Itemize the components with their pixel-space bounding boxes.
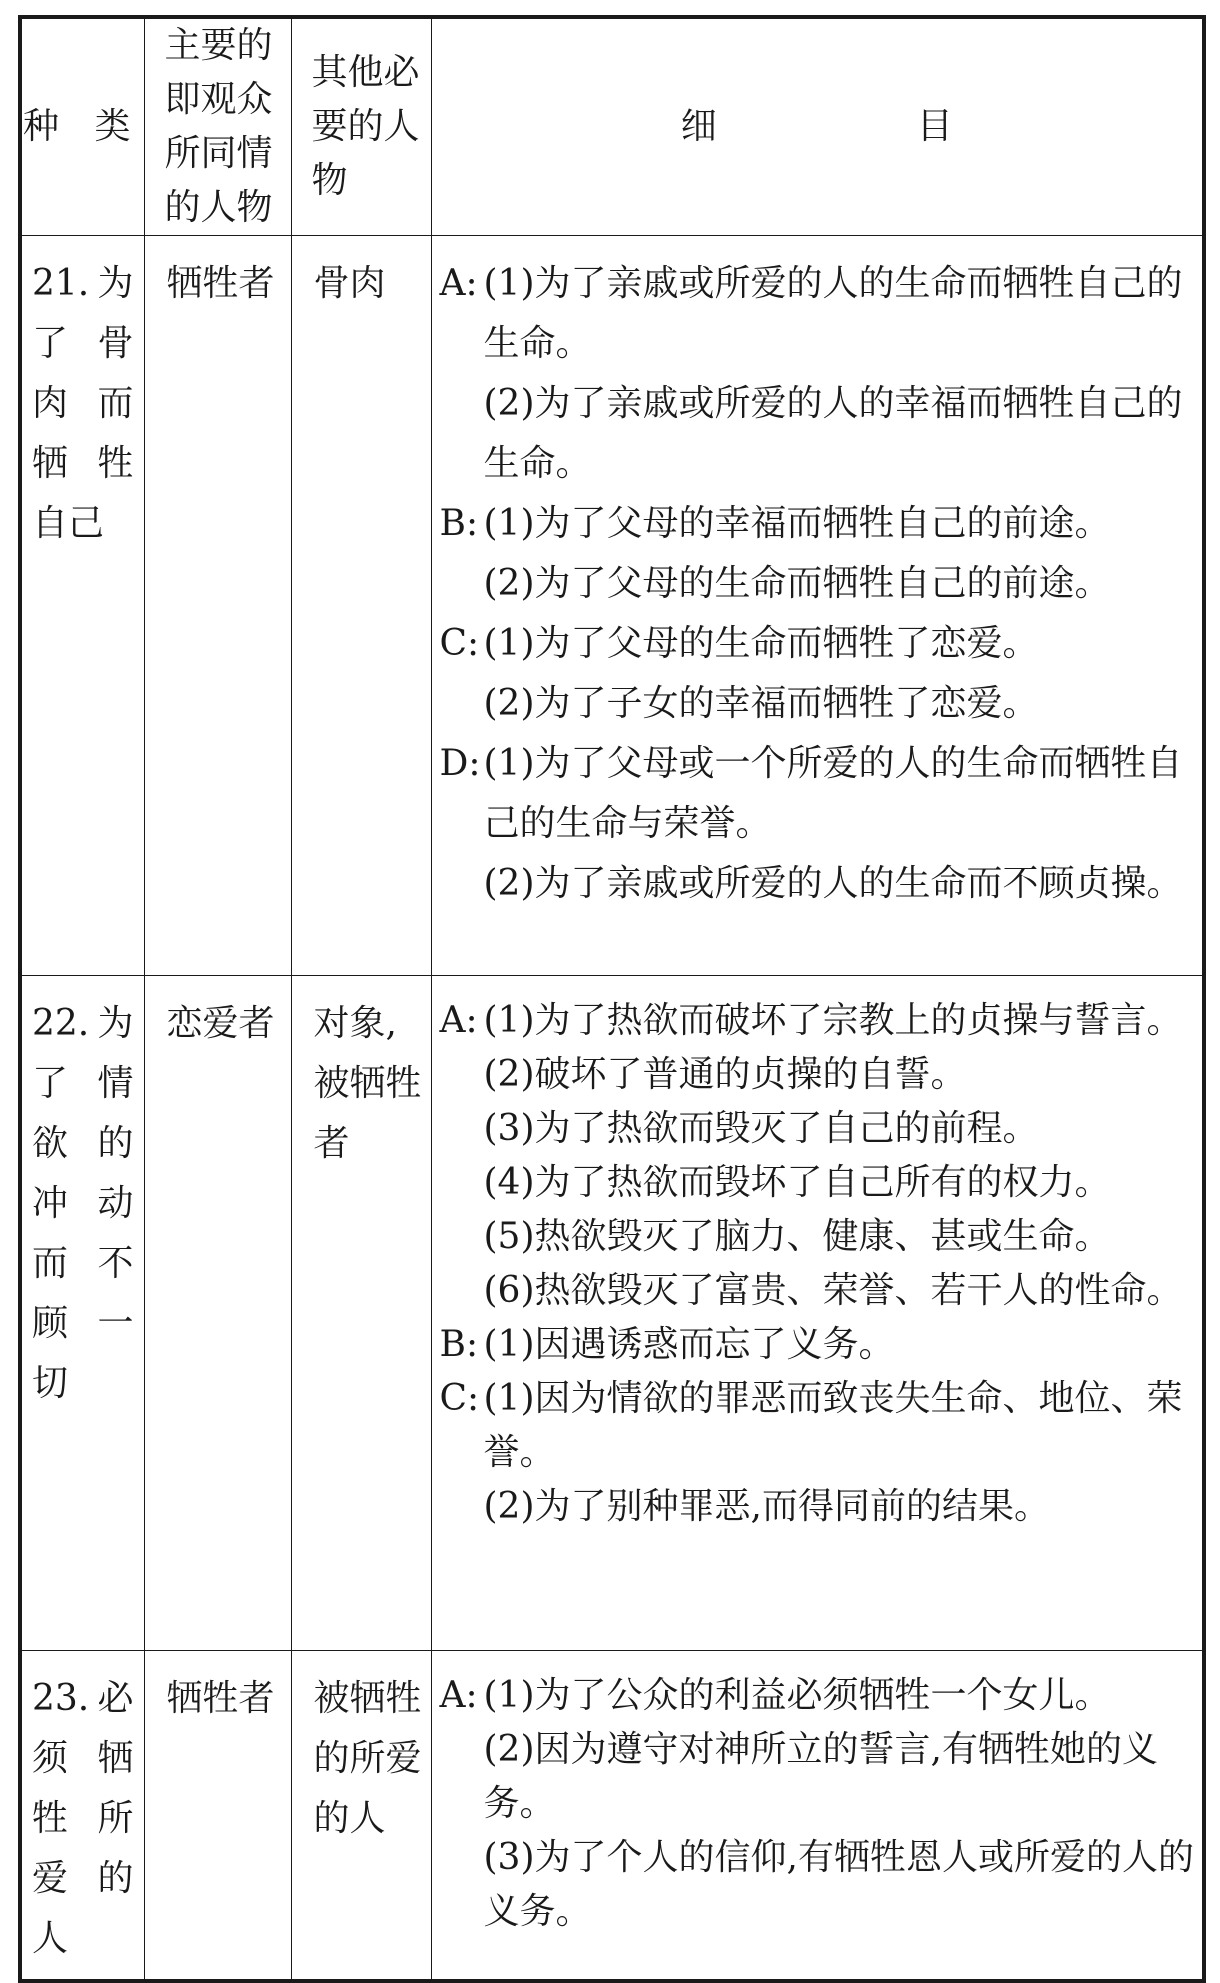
detail-group: [440, 614, 1197, 734]
group-letter: D:: [439, 743, 481, 784]
kind-cell: 23.必须牺牲所爱的人: [20, 1651, 144, 1982]
detail-item: (1)为了热欲而破坏了宗教上的贞操与誓言。: [483, 1000, 1183, 1041]
group-letter: B:: [439, 503, 479, 544]
header-detail-left: 细: [680, 106, 717, 147]
detail-item: (2)为了父母的生命而牺牲自己的前途。: [483, 563, 1111, 604]
detail-item: (3)为了个人的信仰,有牺牲恩人或所爱的人的义务。: [483, 1837, 1194, 1932]
group-letter: A:: [439, 263, 478, 304]
detail-group: [440, 494, 1197, 614]
detail-item: (1)为了亲戚或所爱的人的生命而牺牲自己的生命。: [483, 263, 1183, 364]
group-letter: A:: [439, 1675, 478, 1716]
main-character-cell: 牺牲者: [144, 1651, 291, 1982]
detail-item: (6)热欲毁灭了富贵、荣誉、若干人的性命。: [483, 1270, 1183, 1311]
group-letter: A:: [439, 1000, 478, 1041]
header-detail-right: 目: [916, 106, 953, 147]
classification-table: [18, 15, 1206, 1983]
table-row: [20, 976, 1204, 1651]
group-letter: C:: [439, 1378, 480, 1419]
detail-group: [440, 734, 1197, 914]
detail-group: [440, 254, 1197, 494]
detail-item: (2)破坏了普通的贞操的自誓。: [483, 1054, 967, 1095]
detail-item: (1)因遇诱惑而忘了义务。: [483, 1324, 895, 1365]
detail-group: [440, 1318, 1197, 1372]
group-letter: B:: [439, 1324, 479, 1365]
detail-cell: [431, 236, 1204, 976]
detail-item: (4)为了热欲而毁坏了自己所有的权力。: [483, 1162, 1111, 1203]
table-row: [20, 236, 1204, 976]
detail-cell: [431, 1651, 1204, 1982]
detail-item: (5)热欲毁灭了脑力、健康、甚或生命。: [483, 1216, 1111, 1257]
table-row: [20, 1651, 1204, 1982]
detail-item: (2)为了别种罪恶,而得同前的结果。: [483, 1486, 1050, 1527]
other-character-cell: 被牺牲的所爱的人: [291, 1651, 431, 1982]
detail-item: (1)为了父母或一个所爱的人的生命而牺牲自己的生命与荣誉。: [483, 743, 1183, 844]
detail-item: (1)为了父母的幸福而牺牲自己的前途。: [483, 503, 1111, 544]
header-kind: 种 类: [20, 17, 144, 236]
detail-group: [440, 1372, 1197, 1534]
detail-item: (2)为了子女的幸福而牺牲了恋爱。: [483, 683, 1039, 724]
other-character-cell: 骨肉: [291, 236, 431, 976]
header-row: [20, 17, 1204, 236]
detail-item: (1)因为情欲的罪恶而致丧失生命、地位、荣誉。: [483, 1378, 1183, 1473]
detail-item: (1)为了公众的利益必须牺牲一个女儿。: [483, 1675, 1111, 1716]
detail-group: [440, 994, 1197, 1318]
main-character-cell: 牺牲者: [144, 236, 291, 976]
detail-item: (1)为了父母的生命而牺牲了恋爱。: [483, 623, 1039, 664]
group-letter: C:: [439, 623, 480, 664]
detail-item: (3)为了热欲而毁灭了自己的前程。: [483, 1108, 1039, 1149]
detail-cell: [431, 976, 1204, 1651]
kind-cell: 22.为了情欲的冲动而不顾一切: [20, 976, 144, 1651]
other-character-cell: 对象,被牺牲者: [291, 976, 431, 1651]
detail-item: (2)为了亲戚或所爱的人的生命而不顾贞操。: [483, 863, 1183, 904]
kind-cell: 21.为了骨肉而牺牲自己: [20, 236, 144, 976]
detail-item: (2)为了亲戚或所爱的人的幸福而牺牲自己的生命。: [483, 383, 1183, 484]
detail-group: [440, 1669, 1197, 1939]
header-detail: [431, 17, 1204, 236]
header-main-character: 主要的即观众所同情的人物: [144, 17, 291, 236]
header-other-character: 其他必要的人物: [291, 17, 431, 236]
main-character-cell: 恋爱者: [144, 976, 291, 1651]
detail-item: (2)因为遵守对神所立的誓言,有牺牲她的义务。: [483, 1729, 1158, 1824]
